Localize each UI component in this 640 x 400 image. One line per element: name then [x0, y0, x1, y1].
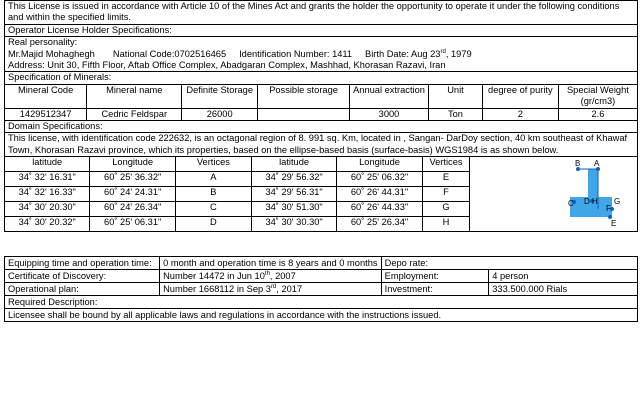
operator-address: Address: Unit 30, Fifth Floor, Aftab Office Complex, Abadgaran Complex, Mashhad, Khorasan Razavi, Iran: [8, 60, 446, 71]
national-code: National Code:0702516465: [112, 48, 227, 59]
region-diagram: [470, 157, 636, 227]
operator-heading: Operator License Holder Specifications:: [5, 24, 638, 36]
coord-cell: 60˚ 25' 36.32": [90, 172, 175, 187]
coord-cell: A: [175, 172, 251, 187]
coord-cell: 60˚ 26' 44.33": [337, 202, 422, 217]
special-weight: 2.6: [558, 108, 637, 120]
cert-value: Number 14472 in Jun 10th, 2007: [160, 269, 382, 282]
personality-label: Real personality:: [8, 37, 78, 48]
vertex-label: H: [592, 197, 599, 207]
operation-table: [4, 256, 638, 322]
operator-line: [8, 49, 634, 60]
vertex-label: G: [614, 197, 621, 207]
equip-value: 0 month and operation time is 8 years and 0 months: [160, 256, 382, 269]
identification-number: Identification Number: 1411: [239, 48, 353, 59]
coord-cell: 34˚ 29' 56.31": [251, 187, 336, 202]
coord-cell: 60˚ 25' 06.31": [90, 216, 175, 231]
coord-header-cell: Vertices: [422, 157, 469, 172]
coord-header-cell: Longitude: [337, 157, 422, 172]
cert-label: Certificate of Discovery:: [5, 269, 160, 282]
equip-label: Equipping time and operation time:: [5, 256, 160, 269]
minerals-header-cell: Annual extraction: [349, 84, 428, 108]
license-table: [4, 0, 638, 157]
coord-cell: 60˚ 24' 24.31": [90, 187, 175, 202]
coord-cell: 34˚ 32' 16.31": [5, 172, 90, 187]
mineral-name: Cedric Feldspar: [87, 108, 182, 120]
minerals-header-cell: Possible storage: [258, 84, 350, 108]
vertex-label: F: [606, 204, 612, 214]
minerals-data-row: [5, 108, 638, 120]
minerals-header-cell: degree of purity: [482, 84, 558, 108]
vertex-label: E: [611, 219, 617, 228]
mineral-code: 1429512347: [5, 108, 87, 120]
minerals-header-cell: Special Weight (gr/cm3): [558, 84, 637, 108]
coord-cell: C: [175, 202, 251, 217]
coord-cell: 60˚ 25' 26.34": [337, 216, 422, 231]
employ-label: Employment:: [381, 269, 489, 282]
coord-header-cell: Vertices: [175, 157, 251, 172]
depo-cell: [381, 256, 637, 269]
license-document: [4, 0, 638, 322]
section-gap: [4, 232, 638, 256]
coord-cell: D: [175, 216, 251, 231]
minerals-heading: Specification of Minerals:: [5, 72, 638, 84]
coordinates-header-row: [5, 157, 638, 172]
coord-header-cell: latitude: [251, 157, 336, 172]
region-diagram-cell: [470, 157, 638, 232]
plan-value: Number 1668112 in Sep 3rd, 2017: [160, 282, 382, 295]
vertex-label: D: [584, 197, 591, 207]
required-heading: Required Description:: [5, 295, 638, 308]
domain-text: This license, with identification code 222632, is an octagonal region of 8. 991 sq. Km, located in , Sangan- DarDoy section, 40 km southeast of Khawaf Town, Khorasan Razavi province, which its properties, based on the ellipse-based basis (surface-basis) WGS1984 is as shown below.: [5, 133, 638, 157]
minerals-header-cell: Mineral Code: [5, 84, 87, 108]
coord-cell: 34˚ 32' 16.33": [5, 187, 90, 202]
depo-label: Depo rate:: [384, 257, 429, 268]
minerals-header-row: [5, 84, 638, 108]
purity: 2: [482, 108, 558, 120]
coord-cell: B: [175, 187, 251, 202]
coord-header-cell: Longitude: [90, 157, 175, 172]
coord-cell: G: [422, 202, 469, 217]
coord-cell: 60˚ 25' 06.32": [337, 172, 422, 187]
vertex-label: A: [594, 159, 600, 169]
domain-heading: Domain Specifications:: [5, 121, 638, 133]
possible-storage: [258, 108, 350, 120]
required-text: Licensee shall be bound by all applicable laws and regulations in accordance with the instructions issued.: [5, 308, 638, 321]
minerals-header-cell: Definite Storage: [182, 84, 258, 108]
birth-date: Birth Date: Aug 23rd, 1979: [365, 48, 472, 59]
coord-cell: 34˚ 30' 20.30": [5, 202, 90, 217]
unit: Ton: [429, 108, 483, 120]
plan-label: Operational plan:: [5, 282, 160, 295]
coord-cell: 34˚ 29' 56.32": [251, 172, 336, 187]
coord-header-cell: latitude: [5, 157, 90, 172]
invest-value: 333.500.000 Rials: [489, 282, 638, 295]
coord-cell: F: [422, 187, 469, 202]
invest-label: Investment:: [381, 282, 489, 295]
minerals-header-cell: Mineral name: [87, 84, 182, 108]
coord-cell: E: [422, 172, 469, 187]
annual-extraction: 3000: [349, 108, 428, 120]
coord-cell: 60˚ 26' 44.31": [337, 187, 422, 202]
minerals-header-cell: Unit: [429, 84, 483, 108]
coord-cell: 34˚ 30' 30.30": [251, 216, 336, 231]
coord-cell: 60˚ 24' 26.34": [90, 202, 175, 217]
operator-name: Mr.Majid Mohaghegh: [8, 48, 95, 59]
coord-cell: H: [422, 216, 469, 231]
coordinates-table: [4, 156, 638, 232]
vertex-label: B: [575, 159, 581, 169]
coord-cell: 34˚ 30' 20.32": [5, 216, 90, 231]
definite-storage: 26000: [182, 108, 258, 120]
employ-value: 4 person: [489, 269, 638, 282]
vertex-label: C: [568, 199, 575, 209]
coord-cell: 34˚ 30' 51.30": [251, 202, 336, 217]
operator-details: [5, 37, 638, 72]
intro-text: This License is issued in accordance with Article 10 of the Mines Act and grants the holder the opportunity to operate it under the following conditions and within the specified limits.: [5, 1, 638, 25]
